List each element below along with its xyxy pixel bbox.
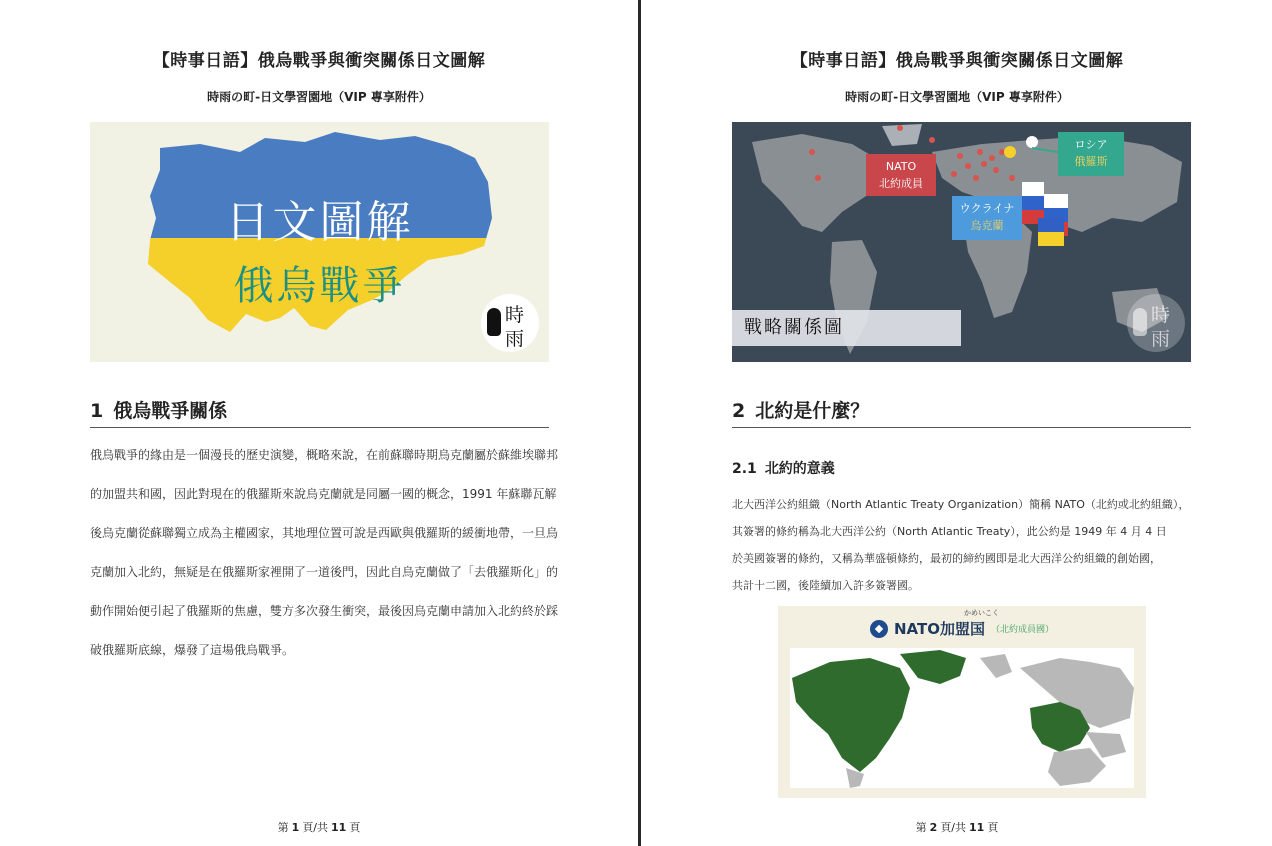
ukraine-label (952, 196, 1022, 240)
logo-char-top: 時 (1151, 304, 1171, 326)
paragraph-line: 破俄羅斯底線，爆發了這場俄烏戰爭。 (90, 643, 295, 657)
heading-rule (90, 427, 549, 428)
shigure-logo (1127, 294, 1185, 352)
section-title: 北約是什麼？ (755, 400, 870, 422)
footer-text: 頁/共 (940, 821, 967, 834)
footer-text: 頁/共 (302, 821, 329, 834)
total-pages: 11 (969, 821, 985, 834)
cat-icon (1133, 308, 1147, 336)
footer-text: 第 (277, 821, 289, 834)
nato-map-frame (790, 648, 1134, 788)
nato-map-title: NATO加盟国 (894, 620, 985, 638)
logo-char-bottom: 雨 (1151, 328, 1171, 350)
strategic-map-caption: 戰略關係圖 (732, 310, 961, 346)
logo-char-bottom: 雨 (505, 328, 525, 350)
subsection-title: 北約的意義 (764, 461, 835, 477)
ukraine-label-jp: ウクライナ (959, 202, 1015, 215)
subsection-2-1-heading (732, 458, 835, 478)
page-divider (638, 0, 641, 846)
banner-title-russia-ukraine-war: 俄烏戰爭 (233, 263, 406, 309)
paragraph-line: 後烏克蘭從蘇聯獨立成為主權國家，其地理位置可說是西歐與俄羅斯的緩衝地帶，一旦烏 (90, 526, 559, 540)
nato-emblem-icon (870, 620, 888, 638)
nato-title-ruby: かめいこく (964, 609, 999, 617)
page-footer (0, 819, 638, 835)
nato-members-map-image (778, 606, 1146, 798)
paragraph-line: 共計十二國，後陸續加入許多簽署國。 (732, 579, 919, 592)
nato-label-zh: 北約成員 (879, 177, 923, 190)
page-number: 2 (929, 821, 938, 834)
footer-text: 第 (915, 821, 927, 834)
paragraph-line: 克蘭加入北約，無疑是在俄羅斯家裡開了一道後門，因此自烏克蘭做了「去俄羅斯化」的 (90, 565, 559, 579)
section-title: 俄烏戰爭關係 (113, 400, 228, 422)
footer-text: 頁 (987, 821, 999, 834)
russia-label-jp: ロシア (1074, 138, 1108, 151)
nato-label (866, 154, 936, 196)
document-subtitle: 時雨の町-日文學習園地（VIP 專享附件） (207, 90, 431, 104)
paragraph-line: 北大西洋公約組織（North Atlantic Treaty Organization）簡稱 NATO（北約或北約組織）， (732, 498, 1190, 511)
footer-text: 頁 (349, 821, 361, 834)
page-number: 1 (291, 821, 300, 834)
paragraph-line: 動作開始便引起了俄羅斯的焦慮，雙方多次發生衝突，最後因烏克蘭申請加入北約終於踩 (90, 604, 559, 618)
ukraine-label-zh: 烏克蘭 (970, 219, 1004, 232)
page-2 (642, 0, 1272, 846)
russia-label-zh: 俄羅斯 (1074, 155, 1108, 168)
strategic-relations-map-image (732, 122, 1191, 362)
section-number: 2 (732, 400, 746, 422)
paragraph-line: 於美國簽署的條約，又稱為華盛頓條約，最初的締約國即是北大西洋公約組織的創始國， (732, 552, 1161, 565)
nato-label-jp: NATO (885, 160, 917, 173)
section-1-paragraph (90, 446, 558, 680)
document-title: 【時事日語】俄烏戰爭與衝突關係日文圖解 (152, 51, 486, 71)
russia-label (1058, 132, 1124, 176)
ukraine-banner-image (90, 122, 549, 362)
page-footer (642, 819, 1272, 835)
section-2-1-paragraph (732, 496, 1189, 604)
shigure-logo (481, 294, 539, 352)
subsection-number: 2.1 (732, 461, 757, 477)
paragraph-line: 其簽署的條約稱為北大西洋公約（North Atlantic Treaty），此公約是 1949 年 4 月 4 日 (732, 525, 1167, 538)
nato-map-subtitle: （北約成員國） (990, 625, 1054, 635)
document-title: 【時事日語】俄烏戰爭與衝突關係日文圖解 (790, 51, 1124, 71)
total-pages: 11 (331, 821, 347, 834)
heading-rule (732, 427, 1191, 428)
section-number: 1 (90, 400, 104, 422)
cat-icon (487, 308, 501, 336)
banner-title-japanese-illustration: 日文圖解 (225, 197, 414, 248)
nato-world-map-graphic (790, 648, 1134, 788)
section-1-heading (90, 396, 227, 423)
section-2-heading (732, 396, 869, 423)
paragraph-line: 俄烏戰爭的緣由是一個漫長的歷史演變，概略來說，在前蘇聯時期烏克蘭屬於蘇維埃聯邦 (90, 448, 559, 462)
nato-map-header (778, 618, 1146, 639)
logo-char-top: 時 (505, 304, 525, 326)
document-subtitle: 時雨の町-日文學習園地（VIP 專享附件） (845, 90, 1069, 104)
paragraph-line: 的加盟共和國，因此對現在的俄羅斯來說烏克蘭就是同屬一國的概念，1991 年蘇聯瓦解 (90, 487, 557, 501)
